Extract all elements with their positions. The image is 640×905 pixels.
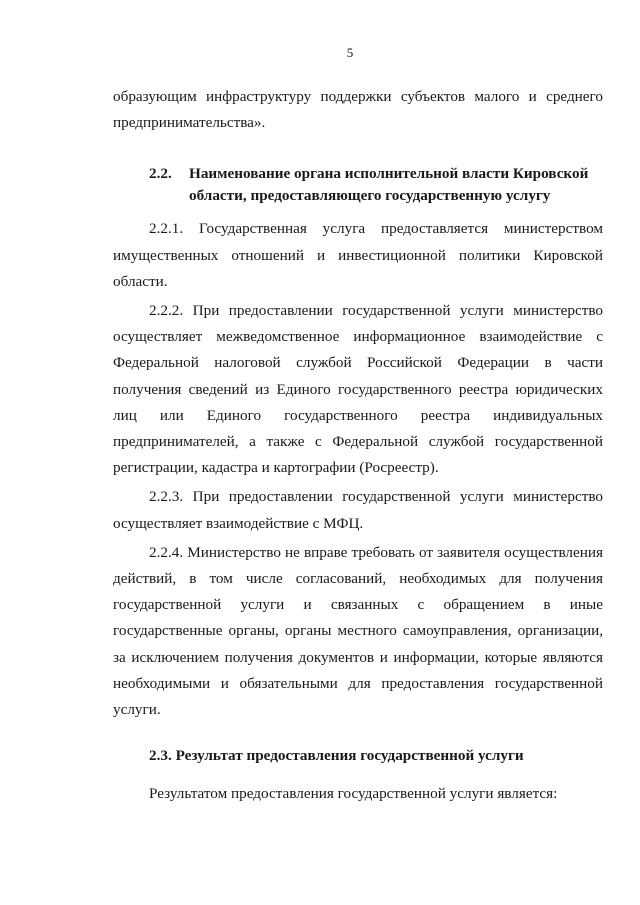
section-2-3-heading: 2.3. Результат предоставления государственной услуги bbox=[149, 747, 524, 765]
section-2-2-heading bbox=[113, 163, 603, 207]
document-body bbox=[113, 84, 603, 807]
paragraph-2-2-2: 2.2.2. При предоставлении государственной услуги министерство осуществляет межведомственное информационное взаимодействие с Федеральной налоговой службой Российской Федерации в части получения сведений из Единого государственного реестра юридических лиц или Единого государственного реестра индивидуальных предпринимателей, а также с Федеральной службой государственной регистрации, кадастра и картографии (Росреестр). bbox=[113, 302, 603, 477]
page-number: 5 bbox=[346, 45, 354, 60]
paragraph-2-2-3: 2.2.3. При предоставлении государственной услуги министерство осуществляет взаимодействие с МФЦ. bbox=[113, 488, 603, 532]
paragraph-2-2-1: 2.2.1. Государственная услуга предоставляется министерством имущественных отношений и инвестиционной политики Кировской области. bbox=[113, 220, 603, 290]
section-2-2-number: 2.2. bbox=[149, 165, 172, 183]
section-2-2-title-line1: Наименование органа исполнительной власти Кировской bbox=[189, 165, 589, 183]
paragraph-result: Результатом предоставления государственной услуги является: bbox=[149, 785, 558, 803]
continuation-paragraph: образующим инфраструктуру поддержки субъектов малого и среднего предпринимательства». bbox=[113, 88, 603, 132]
section-2-2-title-line2: области, предоставляющего государственную услугу bbox=[189, 187, 551, 205]
paragraph-2-2-4: 2.2.4. Министерство не вправе требовать от заявителя осуществления действий, в том числе согласований, необходимых для получения государственной услуги и связанных с обращением в иные государственные органы, органы местного самоуправления, организации, за исключением получения документов и информации, которые являются необходимыми и обязательными для предоставления государственной услуги. bbox=[113, 543, 603, 719]
